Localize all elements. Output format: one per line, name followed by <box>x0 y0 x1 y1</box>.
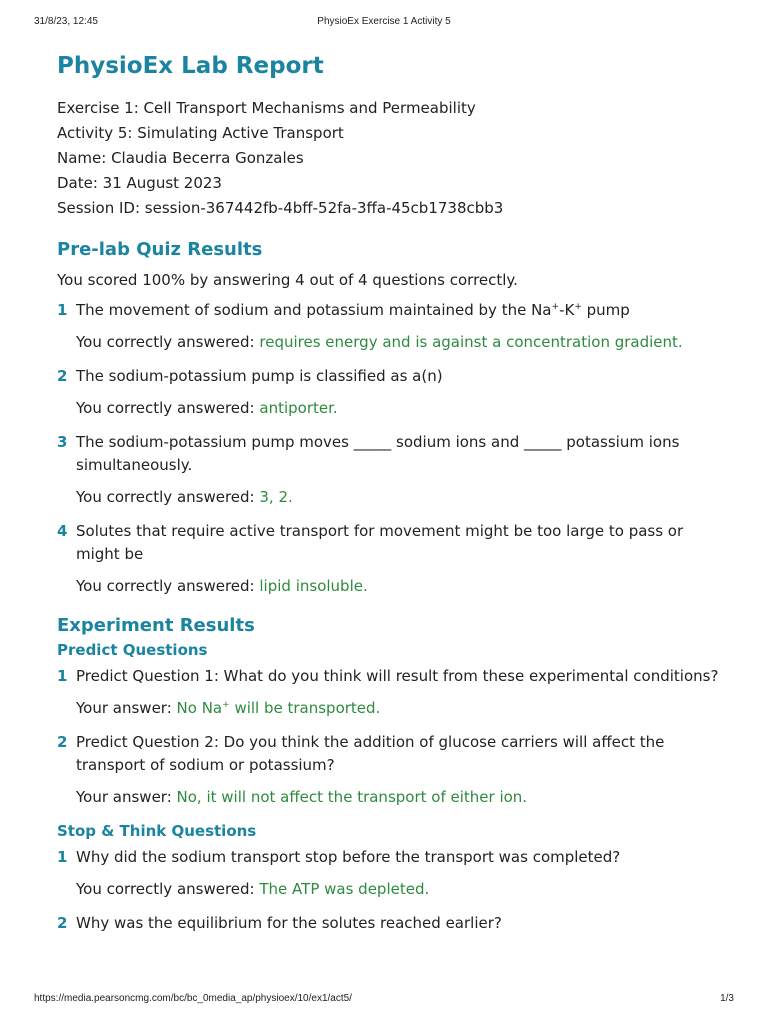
question-text: The sodium-potassium pump moves _____ sodium ions and _____ potassium ions simultaneously. <box>76 433 680 474</box>
stop-think-questions-heading: Stop & Think Questions <box>57 822 257 840</box>
question-answer <box>76 575 728 597</box>
correct-answer: requires energy and is against a concentration gradient. <box>259 333 683 351</box>
answer-prefix: You correctly answered: <box>76 880 260 898</box>
prelab-score-summary: You scored 100% by answering 4 out of 4 questions correctly. <box>57 271 518 289</box>
page-url: https://media.pearsoncmg.com/bc/bc_0media_ap/physioex/10/ex1/act5/ <box>34 993 352 1004</box>
question-text: Predict Question 2: Do you think the addition of glucose carriers will affect the transport of sodium or potassium? <box>76 733 665 774</box>
print-footer <box>34 993 734 1007</box>
question-number: 2 <box>57 733 68 751</box>
correct-answer: lipid insoluble. <box>259 577 368 595</box>
question-answer <box>76 331 728 353</box>
answer-prefix: Your answer: <box>76 788 177 806</box>
predict-question <box>57 665 728 719</box>
question-answer <box>76 397 728 419</box>
question-number: 1 <box>57 848 68 866</box>
page-number: 1/3 <box>720 993 734 1004</box>
user-answer: No, it will not affect the transport of either ion. <box>176 788 528 806</box>
prelab-question <box>57 520 728 597</box>
question-text: The movement of sodium and potassium maintained by the Na+-K+ pump <box>76 301 630 319</box>
question-answer <box>76 697 728 719</box>
stop-think-question-list <box>57 846 728 935</box>
stop-think-question <box>57 846 728 900</box>
predict-question <box>57 731 728 808</box>
correct-answer: The ATP was depleted. <box>259 880 430 898</box>
print-document-title: PhysioEx Exercise 1 Activity 5 <box>317 16 451 27</box>
exercise-line: Exercise 1: Cell Transport Mechanisms and Permeability <box>57 99 476 117</box>
session-line: Session ID: session-367442fb-4bff-52fa-3ffa-45cb1738cbb3 <box>57 199 504 217</box>
answer-prefix: You correctly answered: <box>76 577 260 595</box>
question-text: The sodium-potassium pump is classified as a(n) <box>76 367 443 385</box>
name-line: Name: Claudia Becerra Gonzales <box>57 149 304 167</box>
question-number: 2 <box>57 367 68 385</box>
date-line: Date: 31 August 2023 <box>57 174 222 192</box>
correct-answer: antiporter. <box>259 399 338 417</box>
answer-prefix: You correctly answered: <box>76 333 260 351</box>
activity-line: Activity 5: Simulating Active Transport <box>57 124 344 142</box>
question-answer <box>76 786 728 808</box>
report-title: PhysioEx Lab Report <box>57 53 324 79</box>
prelab-question-list <box>57 299 728 597</box>
predict-question-list <box>57 665 728 808</box>
question-number: 1 <box>57 667 68 685</box>
question-number: 2 <box>57 914 68 932</box>
question-answer <box>76 878 728 900</box>
print-header <box>34 16 734 30</box>
experiment-heading: Experiment Results <box>57 615 255 636</box>
question-number: 1 <box>57 301 68 319</box>
stop-think-question <box>57 912 728 935</box>
question-text: Why was the equilibrium for the solutes reached earlier? <box>76 914 502 932</box>
report-meta <box>57 96 728 221</box>
prelab-question <box>57 365 728 419</box>
answer-prefix: You correctly answered: <box>76 399 260 417</box>
correct-answer: 3, 2. <box>259 488 293 506</box>
question-number: 4 <box>57 522 68 540</box>
print-timestamp: 31/8/23, 12:45 <box>34 16 98 27</box>
lab-report <box>57 50 728 947</box>
prelab-question <box>57 431 728 508</box>
prelab-heading: Pre-lab Quiz Results <box>57 239 263 260</box>
prelab-question <box>57 299 728 353</box>
question-number: 3 <box>57 433 68 451</box>
question-text: Why did the sodium transport stop before the transport was completed? <box>76 848 621 866</box>
user-answer: No Na+ will be transported. <box>176 699 381 717</box>
question-answer <box>76 486 728 508</box>
question-text: Predict Question 1: What do you think will result from these experimental conditions? <box>76 667 719 685</box>
predict-questions-heading: Predict Questions <box>57 641 208 659</box>
answer-prefix: Your answer: <box>76 699 177 717</box>
question-text: Solutes that require active transport for movement might be too large to pass or might be <box>76 522 684 563</box>
answer-prefix: You correctly answered: <box>76 488 260 506</box>
